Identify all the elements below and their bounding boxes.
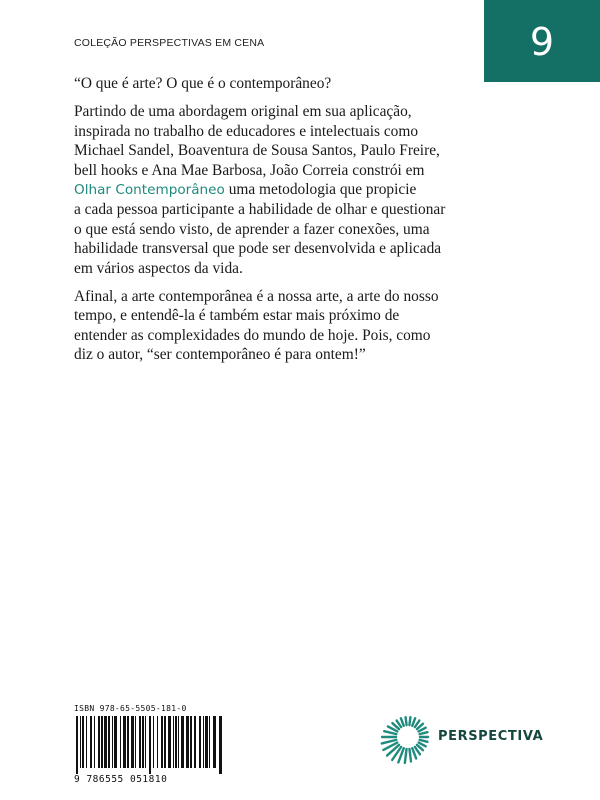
barcode-bar (153, 716, 154, 768)
barcode-bar (86, 716, 87, 768)
barcode-bar (94, 716, 95, 768)
isbn-label: ISBN 978-65-5505-181-0 (74, 704, 187, 713)
barcode-bar (178, 716, 179, 768)
text-line: diz o autor, “ser contemporâneo é para ontem!” (74, 346, 366, 364)
barcode-bars (74, 716, 224, 774)
text-line: habilidade transversal que pode ser desenvolvida e aplicada (74, 240, 442, 258)
barcode-bar (164, 716, 166, 768)
barcode-bar (112, 716, 113, 768)
logo-ray (420, 740, 428, 742)
barcode-bar (98, 716, 100, 768)
barcode-bar (139, 716, 141, 768)
logo-ray (412, 718, 415, 725)
logo-ray (419, 743, 426, 747)
text-line: a cada pessoa participante a habilidade de olhar e questionar (74, 201, 446, 219)
barcode-bar (168, 716, 171, 768)
text-line: bell hooks e Ana Mae Barbosa, João Correia constrói em (74, 161, 425, 179)
logo-ray (406, 717, 407, 725)
barcode-bar (127, 716, 129, 768)
series-title: COLEÇÃO PERSPECTIVAS EM CENA (74, 37, 265, 49)
text-line: tempo, e entendê-la é também estar mais próximo de (74, 307, 400, 325)
book-title: Olhar Contemporâneo (74, 182, 225, 199)
paragraph-question (74, 74, 544, 93)
text-line: inspirada no trabalho de educadores e intelectuais como (74, 122, 419, 140)
sunburst-logo-icon (380, 705, 436, 769)
barcode-bar (142, 716, 144, 768)
logo-ray (384, 731, 396, 734)
text-line: em vários aspectos da vida. (74, 259, 243, 277)
volume-number: 9 (529, 20, 555, 64)
barcode-bar (181, 716, 184, 768)
barcode-bar (161, 716, 163, 768)
barcode-bar (135, 716, 136, 768)
barcode-bar (90, 716, 92, 768)
publisher-name: PERSPECTIVA (438, 729, 544, 744)
paragraph-conclusion (74, 287, 544, 365)
barcode-bar (104, 716, 107, 768)
barcode-bar (80, 716, 81, 768)
text-line: Afinal, a arte contemporânea é a nossa arte, a arte do nosso (74, 288, 439, 306)
barcode-bar (213, 716, 216, 768)
barcode-bar (199, 716, 201, 768)
barcode-bar (120, 716, 121, 768)
barcode-bar (186, 716, 189, 768)
barcode-bar (108, 716, 110, 768)
text-line: o que está sendo visto, de aprender a fazer conexões, uma (74, 220, 430, 238)
barcode-bar (175, 716, 177, 768)
barcode-digits: 9 786555 051810 (74, 774, 168, 785)
text-fragment: uma metodologia que propicie (224, 181, 417, 199)
barcode-bar (101, 716, 103, 768)
barcode-bar (76, 716, 78, 774)
volume-number-box (484, 0, 600, 82)
barcode-bar (149, 716, 151, 774)
barcode-bar (114, 716, 117, 768)
text-line: “O que é arte? O que é o contemporâneo? (74, 75, 332, 92)
logo-ray (405, 749, 407, 763)
logo-ray (419, 728, 426, 732)
logo-ray (409, 749, 411, 762)
isbn-barcode (74, 704, 232, 788)
text-line: entender as complexidades do mundo de hoje. Pois, como (74, 326, 431, 344)
logo-ray (420, 732, 428, 734)
logo-ray (409, 717, 410, 725)
barcode-bar (131, 716, 134, 768)
barcode-bar (82, 716, 84, 768)
barcode-bar (203, 716, 204, 768)
barcode-bar (190, 716, 192, 768)
barcode-bar (209, 716, 210, 768)
publisher-logo (380, 705, 550, 775)
barcode-bar (145, 716, 146, 768)
barcode-bar (194, 716, 196, 768)
back-cover-text (74, 74, 544, 374)
barcode-bar (205, 716, 208, 768)
barcode-bar (219, 716, 222, 774)
text-line (74, 180, 544, 200)
text-line: Partindo de uma abordagem original em sua aplicação, (74, 103, 412, 121)
logo-ray (401, 718, 404, 725)
paragraph-description (74, 102, 544, 278)
barcode-bar (157, 716, 158, 768)
text-line: Michael Sandel, Boaventura de Sousa Santos, Paulo Freire, (74, 142, 440, 160)
barcode-bar (173, 716, 174, 768)
barcode-bar (123, 716, 126, 768)
